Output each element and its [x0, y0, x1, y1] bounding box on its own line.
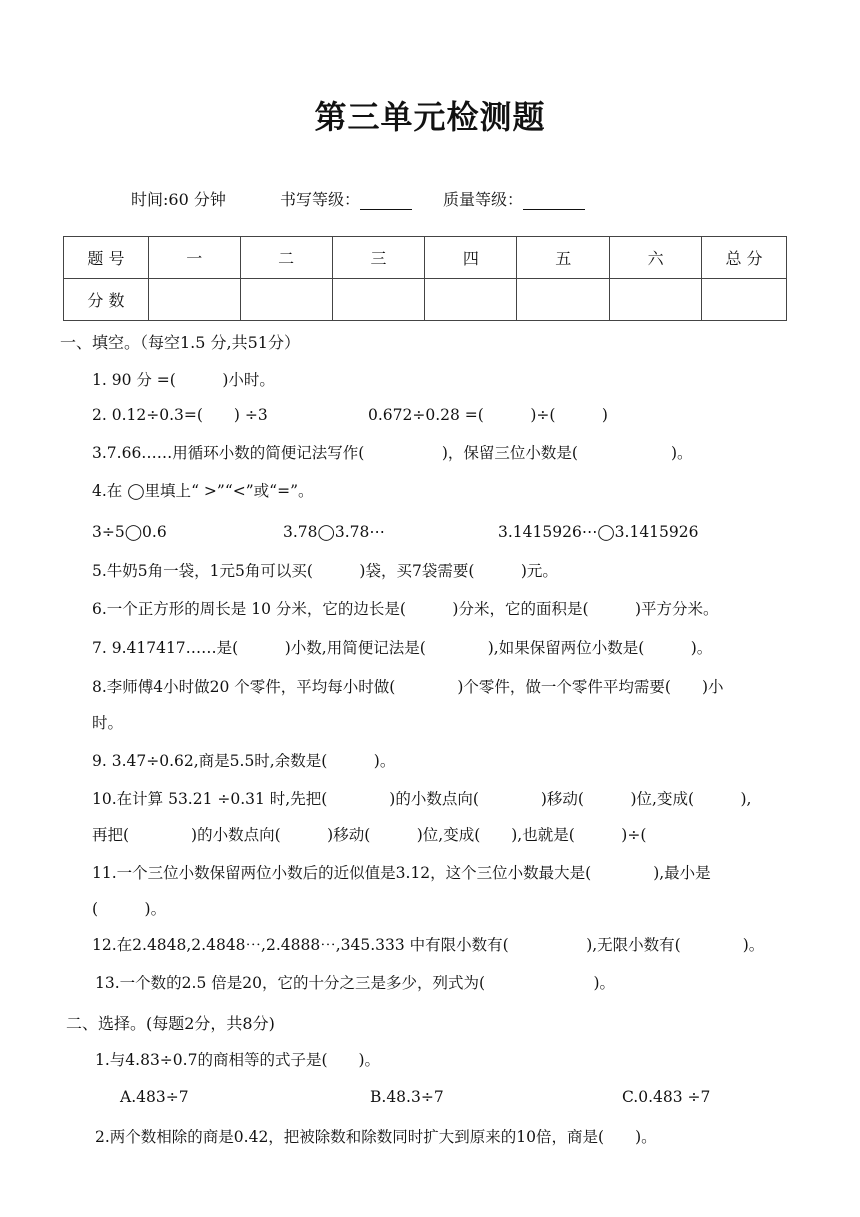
score-cell[interactable]	[517, 279, 610, 321]
score-cell[interactable]	[610, 279, 702, 321]
score-cell[interactable]	[425, 279, 517, 321]
question-5: 5.牛奶5角一袋，1元5角可以买( )袋，买7袋需要( )元。	[92, 562, 558, 580]
question-10b: 再把( )的小数点向( )移动( )位,变成( ),也就是( )÷(	[92, 826, 647, 844]
choice-option-a[interactable]: A.483÷7	[120, 1088, 189, 1106]
question-4b: 3.78◯3.78⋯	[283, 523, 385, 541]
score-row-label: 分 数	[64, 279, 149, 321]
score-table-score-row	[64, 279, 787, 321]
question-8a: 8.李师傅4小时做20 个零件，平均每小时做( )个零件，做一个零件平均需要( )小	[92, 678, 724, 696]
time-label: 时间:60 分钟	[131, 190, 226, 209]
question-4: 4.在 ◯里填上“ >”“<”或“=”。	[92, 482, 314, 500]
question-7: 7. 9.417417……是( )小数,用简便记法是( ),如果保留两位小数是( )。	[92, 639, 713, 657]
question-1: 1. 90 分 =( )小时。	[92, 371, 275, 389]
writing-grade-label: 书写等级：	[280, 190, 361, 209]
question-9: 9. 3.47÷0.62,商是5.5时,余数是( )。	[92, 752, 396, 770]
score-table	[63, 236, 787, 321]
page-title: 第三单元检测题	[314, 98, 546, 136]
question-10a: 10.在计算 53.21 ÷0.31 时,先把( )的小数点向( )移动( )位,变成( ),	[92, 790, 752, 808]
score-header-cell: 总 分	[702, 237, 787, 279]
choice-option-b[interactable]: B.48.3÷7	[370, 1088, 444, 1106]
score-cell[interactable]	[332, 279, 425, 321]
score-header-cell: 五	[517, 237, 610, 279]
question-13: 13.一个数的2.5 倍是20，它的十分之三是多少，列式为( )。	[95, 974, 616, 992]
question-2b: 0.672÷0.28 =( )÷( )	[368, 406, 608, 424]
question-11b: ( )。	[92, 900, 167, 918]
question-11a: 11.一个三位小数保留两位小数后的近似值是3.12，这个三位小数最大是( ),最小是	[92, 864, 711, 882]
question-2a: 2. 0.12÷0.3=( ) ÷3	[92, 406, 268, 424]
quality-grade-blank	[523, 193, 585, 210]
question-3: 3.7.66……用循环小数的简便记法写作( )，保留三位小数是( )。	[92, 444, 693, 462]
section1-heading: 一、填空。（每空1.5 分,共51分）	[60, 333, 300, 352]
question-6: 6.一个正方形的周长是 10 分米，它的边长是( )分米，它的面积是( )平方分米。	[92, 600, 719, 618]
section2-heading: 二、选择。(每题2分，共8分)	[66, 1014, 275, 1033]
score-header-cell: 一	[148, 237, 240, 279]
question-8b: 时。	[92, 714, 124, 732]
score-header-cell: 二	[240, 237, 332, 279]
choice-option-c[interactable]: C.0.483 ÷7	[622, 1088, 711, 1106]
score-cell[interactable]	[702, 279, 787, 321]
quality-grade-field	[443, 187, 585, 210]
score-header-cell: 三	[332, 237, 425, 279]
question-4c: 3.1415926⋯◯3.1415926	[498, 523, 699, 541]
question-12: 12.在2.4848,2.4848⋯,2.4888⋯,345.333 中有限小数有( ),无限小数有( )。	[92, 936, 765, 954]
score-table-header-row	[64, 237, 787, 279]
choice-question-2: 2.两个数相除的商是0.42，把被除数和除数同时扩大到原来的10倍，商是( )。	[95, 1128, 657, 1146]
score-cell[interactable]	[240, 279, 332, 321]
score-cell[interactable]	[148, 279, 240, 321]
score-header-cell: 四	[425, 237, 517, 279]
writing-grade-blank	[360, 193, 412, 210]
choice-question-1: 1.与4.83÷0.7的商相等的式子是( )。	[95, 1051, 381, 1069]
score-header-cell: 题 号	[64, 237, 149, 279]
score-header-cell: 六	[610, 237, 702, 279]
writing-grade-field	[280, 187, 412, 210]
quality-grade-label: 质量等级：	[443, 190, 524, 209]
question-4a: 3÷5◯0.6	[92, 523, 167, 541]
